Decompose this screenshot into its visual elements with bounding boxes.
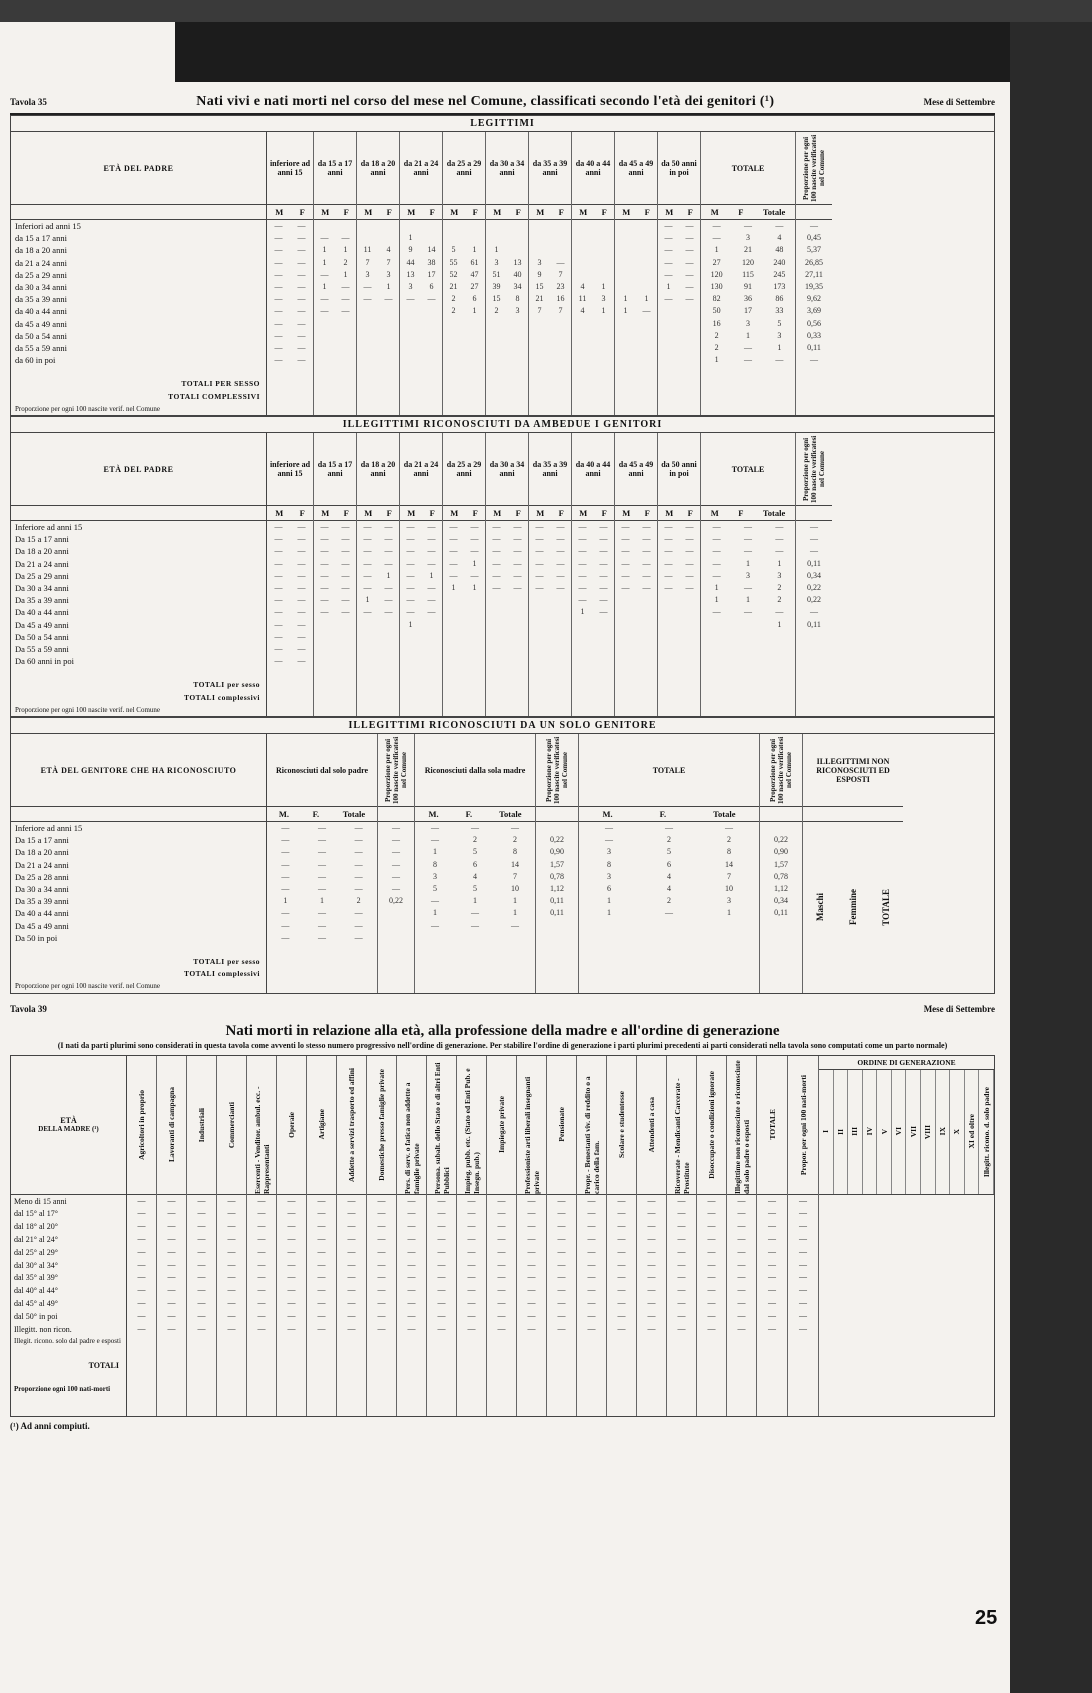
table39-header: Tavola 39 Mese di Settembre xyxy=(10,1003,995,1014)
t39-col-body: — — — — — — — — — — — xyxy=(587,1195,596,1333)
t39-col-header: Propr. - Benestanti viv. di reddito o a carico della fam. xyxy=(582,1076,601,1194)
legittimi-row-labels: ETÀ DEL PADRE Inferiori ad anni 15 da 15 a 17 anni da 18 a 20 anni da 21 a 24 anni da 25 a 29 anni da 30 a 34 anni da 35 a 39 anni da 40 a 44 anni da 45 a 49 anni da 50 a 54 anni da 55 a 59 anni da 60 in poi TOTALI PER SESSO TOTALI COMPLESSIVI Proporzione per ogni 100 nascite verif. nel Comune xyxy=(11,132,267,415)
t39-col-header: Professioniste arti liberali insegnanti private xyxy=(522,1076,541,1194)
t39-col-header: Operaie xyxy=(287,1111,296,1138)
t39-col-body: — — — — — — — — — — — xyxy=(257,1195,266,1333)
t39-col xyxy=(517,1056,547,1416)
t39-col xyxy=(367,1056,397,1416)
t39-col xyxy=(187,1056,217,1416)
table35-title: Nati vivi e nati morti nel corso del mese nel Comune, classificati secondo l'età dei genitori (¹) xyxy=(196,94,775,109)
t39-col-body: — — — — — — — — — — — xyxy=(497,1195,506,1333)
t39-col xyxy=(788,1056,819,1416)
t39-col xyxy=(337,1056,367,1416)
t39-col xyxy=(637,1056,667,1416)
table39-title: Nati morti in relazione alla età, alla professione della madre e all'ordine di generazione xyxy=(225,1022,780,1039)
t39-col-body: — — — — — — — — — — — xyxy=(317,1195,326,1333)
table39-subtitle: (I nati da parti plurimi sono considerati in questa tavola come avventi lo stesso numero progressivo nell'ordine di generazione. Per stabilire l'ordine di generazione i parti plurimi precedenti ai parti considerati nella tavola sono computati come un parto normale) xyxy=(57,1040,948,1050)
t39-col-header: Attendenti a casa xyxy=(647,1096,656,1153)
t39-col xyxy=(667,1056,697,1416)
ordine-col-label: X xyxy=(952,1128,962,1135)
t39-col-body: — — — — — — — — — — — xyxy=(799,1195,807,1333)
t39-col-header: Addette a servizi trasporto ed affini xyxy=(347,1067,356,1182)
ordine-col-label: VII xyxy=(908,1125,918,1138)
t39-col-header: Impiegate private xyxy=(497,1096,506,1154)
ordine-col-label: II xyxy=(835,1128,845,1135)
t39-col-body: — — — — — — — — — — — xyxy=(437,1195,446,1333)
legittimi-columns: inferiore ad anni 15 M F — — — — — — — — — — — — — — — — — — — — — — — — da 15 a 17 anni M F — 1 1 — 1 — — — 1 2 1 — — — da 18 a 20 anni M F 11 7 3 — — 4 7 3 1 — da 21 a 24 anni M F 1 9 44 13 3 — 14 38 17 6 — da 25 a 29 anni M F 5 55 52 21 2 2 1 61 47 27 6 1 da 30 a 34 anni M F 1 3 51 39 15 2 13 40 34 8 3 da 35 a 39 anni M F 3 9 15 21 7 — 7 23 16 7 da 40 a 44 anni M F 4 11 4 1 3 1 da 45 a 49 anni M F 1 1 1 — da 50 anni in poi M F — — — — — 1 — — — — — — — — TOTALE M F Totale — — 1 27 120 130 82 50 16 2 2 1 — 3 21 120 115 91 36 17 3 1 — — — 4 48 240 245 173 86 33 5 3 1 — Proporzione per ogni 100 nascite verificatesi nel Comune — 0,45 5,37 26,85 27,11 19,35 9,62 3,69 0,56 0,33 0,11 — xyxy=(267,132,994,415)
t39-col-body: — — — — — — — — — — — xyxy=(768,1195,776,1333)
table39-grid: ETÀ DELLA MADRE (¹) Meno di 15 anni dal 15° al 17° dal 18° al 20° dal 21° al 24° dal 25° al 29° dal 30° al 34° dal 35° al 39° dal 40° al 44° dal 45° al 49° dal 50° in poi Illegitt. non ricon. Illegit. ricono. solo dal padre e esposti TOTALI Proporzione ogni 100 nati-morti Agricoltori in proprio — — — — — — — — — — — Lavoranti di campagna — — — — — — — — — — — Industriali — — — — — — — — — — — Commercianti — — — — — — — — — — — Esercenti - Venditor. ambul. ecc. - Rappresentanti — — — — — — — — — — — Operaie — — — — — — — — — — — Artigiane — — — — — — — — — — — Addette a servizi trasporto ed affini — — — — — — — — — — — Domestiche presso famiglie private — — — — — — — — — — — Pers. di serv. o fatica non addette a famiglie private — — — — — — — — — — — Persona. subalt. dello Stato e di altri Enti Pubblici — — — — — — — — — — — Impieg. pubb. etc. (Stato ed Enti Pub. e Insegn. pub.) — — — — — — — — — — — Impiegate private — — — — — — — — — — — Professioniste arti liberali insegnanti private — — — — — — — — — — — Pensionate — — — — — — — — — — — Propr. - Benestanti viv. di reddito o a carico della fam. — — — — — — — — — — — Scolare e studentesse — — — — — — — — — — — Attendenti a casa — — — — — — — — — — — Ricoverate - Mendicanti Carcerate - Prostitute — — — — — — — — — — — Disoccupate o condizioni ignorate — — — — — — — — — — — Illegittime non riconosciute o riconosciute dal solo padre o esposti — — — — — — — — — — — TOTALE — — — — — — — — — — — Propor. per ogni 100 nati-morti — — — — — — — — — — — ORDINE DI GENERAZIONE I II III IV V VI VII VIII IX X XI ed oltre Illegitt. ricono. d. solo padre xyxy=(10,1055,995,1417)
ordine-col-label: Illegitt. ricono. d. solo padre xyxy=(981,1086,991,1177)
t39-col xyxy=(607,1056,637,1416)
ordine-col-label: IX xyxy=(937,1127,947,1136)
ordine-col-label: III xyxy=(850,1127,860,1136)
t39-col xyxy=(397,1056,427,1416)
t39-col-header: Industriali xyxy=(197,1107,206,1142)
t39-col xyxy=(487,1056,517,1416)
t39-col-header: Impieg. pubb. etc. (Stato ed Enti Pub. e Insegn. pub.) xyxy=(462,1067,481,1194)
t39-col-header: Illegittime non riconosciute o riconosciute dal solo padre o esposti xyxy=(732,1059,751,1194)
document-page xyxy=(0,22,1010,1693)
legittimi-col: inferiore ad anni 15 M F — — — — — — — — — — — — — — — — — — — — — — — — xyxy=(267,132,314,415)
t39-col-body: — — — — — — — — — — — xyxy=(707,1195,716,1333)
t39-col xyxy=(757,1056,788,1416)
t39-col-body: — — — — — — — — — — — xyxy=(167,1195,176,1333)
t39-col xyxy=(427,1056,457,1416)
t39-col-header: Domestiche presso famiglie private xyxy=(377,1068,386,1181)
page-number: 25 xyxy=(975,1607,998,1629)
t39-col xyxy=(457,1056,487,1416)
t39-col-body: — — — — — — — — — — — xyxy=(737,1195,746,1333)
t39-col-body: — — — — — — — — — — — xyxy=(287,1195,296,1333)
table35-number: Tavola 35 xyxy=(10,97,47,107)
t39-col xyxy=(277,1056,307,1416)
t39-col xyxy=(247,1056,277,1416)
t39-col xyxy=(697,1056,727,1416)
t39-col-header: Lavoranti di campagna xyxy=(167,1087,176,1163)
t39-col-body: — — — — — — — — — — — xyxy=(647,1195,656,1333)
ordine-col-label: IV xyxy=(865,1127,875,1136)
illegittimi-solo-section: ILLEGITTIMI RICONOSCIUTI DA UN SOLO GENITORE ETÀ DEL GENITORE CHE HA RICONOSCIUTO Inferiore ad anni 15 Da 15 a 17 anni Da 18 a 20 anni Da 21 a 24 anni Da 25 a 28 anni Da 30 a 34 anni Da 35 a 39 anni Da 40 a 44 anni Da 45 a 49 anni Da 50 in poi TOTALI per sesso TOTALI complessivi Proporzione per ogni 100 nascite verif. nel Comune Riconosciuti dal solo padre M. F. Totale — — — — — — 1 — — — — — — — — — 1 — — — — — — — — — 2 — — — Proporzione per ogni 100 nascite verificatesi nel Comune — — — — — — 0,22 Riconosciuti dalla sola madre M. F. Totale — — 1 8 3 5 — 1 — — 2 5 6 4 5 1 — — — 2 8 14 7 10 1 1 — Proporzione per ogni 100 nascite verificatesi nel Comune 0,22 0,90 1,57 0,78 1,12 0,11 0,11 TOTALE M. F. Totale — — 3 8 3 6 1 1 — 2 5 6 4 4 2 — — 2 8 14 7 10 3 1 Proporzione per ogni 100 nascite verificatesi nel Comune 0,22 0,90 1,57 0,78 1,12 0,34 0,11 ILLEGITTIMI NON RICONOSCIUTI ED ESPOSTI Maschi Femmine TOTALE xyxy=(10,717,995,994)
t39-col-body: — — — — — — — — — — — xyxy=(197,1195,206,1333)
t39-col-body: — — — — — — — — — — — xyxy=(557,1195,566,1333)
t39-col-body: — — — — — — — — — — — xyxy=(377,1195,386,1333)
t39-col-header: Commercianti xyxy=(227,1101,236,1148)
t39-col-body: — — — — — — — — — — — xyxy=(467,1195,476,1333)
t39-col xyxy=(727,1056,757,1416)
ordine-col-label: VIII xyxy=(923,1124,933,1139)
ordine-col-label: V xyxy=(879,1128,889,1135)
table35-month: Mese di Settembre xyxy=(923,97,995,107)
t39-col-header: Pensionate xyxy=(557,1107,566,1142)
ordine-col-label: VI xyxy=(894,1127,904,1136)
t39-col-body: — — — — — — — — — — — xyxy=(347,1195,356,1333)
t39-col xyxy=(217,1056,247,1416)
t39-col-body: — — — — — — — — — — — xyxy=(617,1195,626,1333)
ordine-col-label: I xyxy=(821,1130,831,1134)
t39-col-body: — — — — — — — — — — — xyxy=(227,1195,236,1333)
t39-col xyxy=(127,1056,157,1416)
ordine-col-label: XI ed oltre xyxy=(967,1114,977,1149)
ordine-generazione xyxy=(819,1056,994,1416)
t39-col xyxy=(577,1056,607,1416)
t39-col-header: TOTALE xyxy=(767,1109,777,1140)
scanner-top-bar xyxy=(0,0,1092,22)
t39-col-body: — — — — — — — — — — — xyxy=(677,1195,686,1333)
t39-col xyxy=(157,1056,187,1416)
ordine-title: ORDINE DI GENERAZIONE xyxy=(819,1056,994,1070)
t39-col-header: Disoccupate o condizioni ignorate xyxy=(707,1070,716,1179)
t39-col-header: Agricoltori in proprio xyxy=(137,1089,146,1160)
t39-col xyxy=(547,1056,577,1416)
t39-col-header: Ricoverate - Mendicanti Carcerate - Prostitute xyxy=(672,1077,691,1194)
table35-header xyxy=(10,94,995,115)
t39-col-header: Esercenti - Venditor. ambul. ecc. - Rappresentanti xyxy=(252,1086,271,1194)
t39-col-header: Propor. per ogni 100 nati-morti xyxy=(798,1074,808,1175)
t39-col-body: — — — — — — — — — — — xyxy=(407,1195,416,1333)
t39-col-header: Artigiane xyxy=(317,1109,326,1140)
illegittimi-ambedue-section: ILLEGITTIMI RICONOSCIUTI DA AMBEDUE I GENITORI ETÀ DEL PADRE Inferiore ad anni 15 Da 15 a 17 anni Da 18 a 20 anni Da 21 a 24 anni Da 25 a 29 anni Da 30 a 34 anni Da 35 a 39 anni Da 40 a 44 anni Da 45 a 49 anni Da 50 a 54 anni Da 55 a 59 anni Da 60 anni in poi TOTALI per sesso TOTALI complessivi Proporzione per ogni 100 nascite verif. nel Comune inferiore ad anni 15 M F — — — — — — — — — — — — — — — — — — — — — — — — da 15 a 17 anni M F — — — — — — — — — — — — — — — — da 18 a 20 anni M F — — — — — — 1 — — — — — 1 — — — da 21 a 24 anni M F — — — — — — — — 1 — — — — 1 — — — da 25 a 29 anni M F — — — — — 1 — — — 1 — 1 da 30 a 34 anni M F — — — — — — — — — — — — da 35 a 39 anni M F — — — — — — — — — — — — da 40 a 44 anni M F — — — — — — — 1 — — — — — — — — da 45 a 49 anni M F — — — — — — — — — — — — da 50 anni in poi M F — — — — — — — — — — — — TOTALE M F Totale — — — — — 1 1 — — — — 1 3 — 1 — — — — 1 3 2 2 — 1 Proporzione per ogni 100 nascite verificatesi nel Comune — — — 0,11 0,34 0,22 0,22 — 0,11 xyxy=(10,416,995,717)
t39-col-body: — — — — — — — — — — — xyxy=(527,1195,536,1333)
t39-col-header: Persona. subalt. dello Stato e di altri Enti Pubblici xyxy=(432,1062,451,1194)
t39-col xyxy=(307,1056,337,1416)
legittimi-title: LEGITTIMI xyxy=(11,116,994,132)
t39-col-header: Scolare e studentesse xyxy=(617,1091,626,1159)
legittimi-section xyxy=(10,115,995,416)
footnote: (¹) Ad anni compiuti. xyxy=(10,1420,90,1431)
t39-col-header: Pers. di serv. o fatica non addette a famiglie private xyxy=(402,1082,421,1194)
black-band xyxy=(175,22,1010,82)
t39-col-body: — — — — — — — — — — — xyxy=(137,1195,146,1333)
